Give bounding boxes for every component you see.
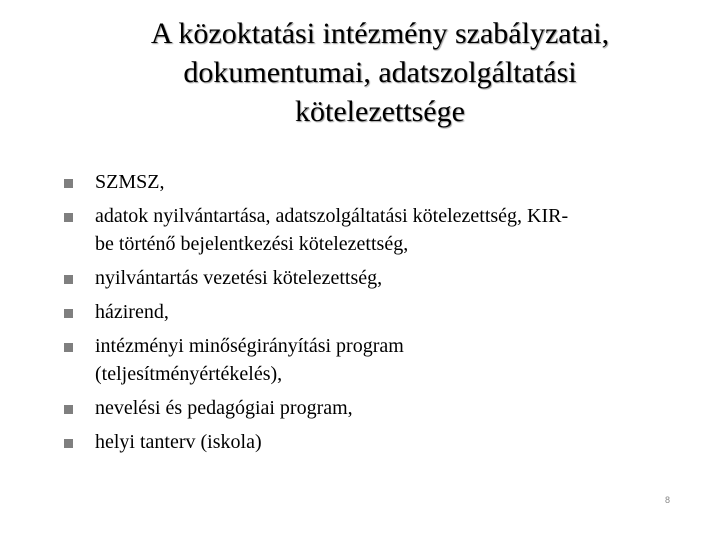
bullet-item-record-keeping [64,264,684,292]
bullet-item-szmsz [64,168,684,196]
bullet-text: SZMSZ, [95,171,165,193]
title-line-2: dokumentumai, adatszolgáltatási [183,56,577,89]
bullet-text-continuation: (teljesítményértékelés), [95,363,283,385]
page-number: 8 [664,495,670,505]
square-bullet-icon [64,439,73,448]
bullet-text: helyi tanterv (iskola) [95,431,262,453]
title-line-1: A közoktatási intézmény szabályzatai, [150,17,610,50]
square-bullet-icon [64,275,73,284]
bullet-text: nyilvántartás vezetési kötelezettség, [95,267,383,289]
title-line-3: kötelezettsége [295,95,465,128]
square-bullet-icon [64,179,73,188]
bullet-item-local-curriculum [64,428,684,456]
bullet-list [64,168,684,462]
bullet-text-continuation: be történő bejelentkezési kötelezettség, [95,233,409,255]
bullet-text: házirend, [95,301,169,323]
square-bullet-icon [64,343,73,352]
bullet-text: intézményi minőségirányítási program [95,335,404,357]
bullet-text: nevelési és pedagógiai program, [95,397,353,419]
square-bullet-icon [64,309,73,318]
bullet-item-quality-program [64,332,684,388]
bullet-item-pedagogical-program [64,394,684,422]
slide-title [60,14,700,131]
square-bullet-icon [64,213,73,222]
bullet-item-data-records [64,202,684,258]
bullet-text: adatok nyilvántartása, adatszolgáltatási kötelezettség, KIR- [95,205,569,227]
square-bullet-icon [64,405,73,414]
bullet-item-house-rules [64,298,684,326]
